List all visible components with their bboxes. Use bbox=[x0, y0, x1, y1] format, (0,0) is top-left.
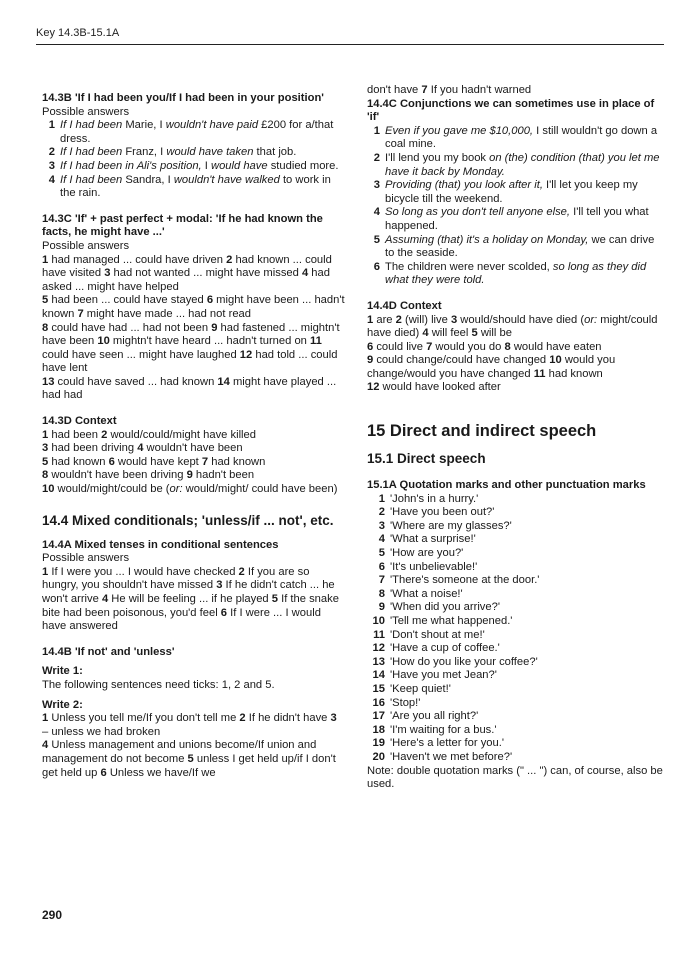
list-item: 17 'Are you all right?' bbox=[372, 710, 479, 723]
list-item: 2 If I had been Franz, I would have taken that job. bbox=[48, 146, 297, 159]
header-rule bbox=[36, 44, 664, 45]
list-item: 11 'Don't shout at me!' bbox=[373, 628, 485, 641]
list-item: 12 'Have a cup of coffee.' bbox=[372, 642, 500, 655]
paragraph-14-4d: 1 are 2 (will) live 3 would/should have died (or: might/could have died) 4 will feel 5 will be 6 could live 7 would you do 8 would have eaten 9 could change/could have changed 10 would you change/would you have changed 11 had known 12 would have looked after bbox=[367, 313, 658, 394]
list-item: 16 'Stop!' bbox=[372, 696, 421, 709]
heading-15-1: 15.1 Direct speech bbox=[367, 451, 486, 467]
list-14-3b bbox=[42, 119, 346, 201]
list-item: 14 'Have you met Jean?' bbox=[372, 669, 497, 682]
list-item: 19 'Here's a letter for you.' bbox=[372, 737, 504, 750]
list-item: 5 'How are you?' bbox=[378, 547, 464, 560]
list-item: 6 'It's unbelievable!' bbox=[378, 560, 478, 573]
right-column bbox=[367, 84, 663, 792]
list-15-1a bbox=[367, 493, 663, 765]
list-item: 1 Even if you gave me $10,000, I still wouldn't go down a coal mine. bbox=[373, 124, 658, 151]
list-item: 3 If I had been in Ali's position, I would have studied more. bbox=[48, 159, 339, 172]
heading-14-4d: 14.4D Context bbox=[367, 299, 442, 312]
list-item: 15 'Keep quiet!' bbox=[372, 682, 451, 695]
paragraph-14-3c: 1 had managed ... could have driven 2 had known ... could have visited 3 had not wanted ... might have missed 4 had asked ... might have helped 5 had been ... could have stayed 6 might have been ... hadn't known 7 might have made ... had not read 8 could have had ... had not been 9 had fastened ... mightn't have been 10 mightn't have heard ... hadn't turned on 11 could have seen ... might have laughed 12 had told ... could have lent 13 could have saved ... had known 14 might have played ... had had bbox=[42, 253, 345, 402]
continuation-line: don't have 7 If you hadn't warned bbox=[367, 84, 532, 96]
list-item: 13 'How do you like your coffee?' bbox=[372, 655, 538, 668]
list-item: 9 'When did you arrive?' bbox=[378, 601, 500, 614]
heading-14-4b: 14.4B 'If not' and 'unless' bbox=[42, 645, 175, 658]
list-item: 10 'Tell me what happened.' bbox=[372, 615, 513, 627]
page-number: 290 bbox=[42, 908, 63, 922]
write-1-text: The following sentences need ticks: 1, 2 and 5. bbox=[42, 678, 275, 691]
heading-15-1a: 15.1A Quotation marks and other punctuation marks bbox=[367, 479, 646, 492]
possible-answers-label: Possible answers bbox=[42, 552, 130, 565]
heading-14-3c: 14.3C 'If' + past perfect + modal: 'If he had known the facts, he might have ...' bbox=[42, 212, 323, 239]
list-item: 4 If I had been Sandra, I wouldn't have walked to work in the rain. bbox=[48, 173, 331, 200]
list-item: 2 'Have you been out?' bbox=[378, 506, 495, 519]
list-item: 4 So long as you don't tell anyone else, I'll tell you what happened. bbox=[373, 206, 649, 232]
list-item: 20 'Haven't we met before?' bbox=[372, 750, 513, 763]
list-item: 1 'John's in a hurry.' bbox=[378, 492, 479, 505]
paragraph-14-4b: 1 Unless you tell me/If you don't tell me 2 If he didn't have 3 – unless we had broken 4 Unless management and unions become/If union and management do not become 5 unless I get held up/if I don't get held up 6 Unless we have/If we bbox=[42, 712, 337, 779]
possible-answers-label: Possible answers bbox=[42, 105, 130, 118]
write-2-label: Write 2: bbox=[42, 698, 83, 711]
list-item: 7 'There's someone at the door.' bbox=[378, 574, 540, 587]
list-item: 6 The children were never scolded, so long as they did what they were told. bbox=[373, 260, 647, 287]
list-item: 1 If I had been Marie, I wouldn't have paid £200 for a/that dress. bbox=[48, 119, 334, 145]
paragraph-14-3d: 1 had been 2 would/could/might have killed 3 had been driving 4 wouldn't have been 5 had known 6 would have kept 7 had known 8 wouldn't have been driving 9 hadn't been 10 would/might/could be (or: would/might/ could have been) bbox=[42, 428, 338, 496]
list-item: 8 'What a noise!' bbox=[378, 587, 463, 600]
heading-14-4a: 14.4A Mixed tenses in conditional sentences bbox=[42, 538, 279, 551]
possible-answers-label: Possible answers bbox=[42, 239, 130, 252]
list-14-4c bbox=[367, 125, 663, 288]
heading-14-3d: 14.3D Context bbox=[42, 415, 117, 428]
running-header: Key 14.3B-15.1A bbox=[36, 27, 120, 39]
left-column bbox=[42, 92, 346, 780]
list-item: 5 Assuming (that) it's a holiday on Monday, we can drive to the seaside. bbox=[373, 233, 655, 260]
paragraph-14-4a: 1 If I were you ... I would have checked 2 If you are so hungry, you shouldn't have missed 3 If he didn't catch ... he won't arrive 4 He will be feeling ... if he played 5 If the snake bite had been poisonous, you'd feel 6 If I were ... I would have answered bbox=[42, 565, 339, 633]
note-text: Note: double quotation marks (" ... ") can, of course, also be used. bbox=[367, 764, 663, 791]
heading-14-4c: 14.4C Conjunctions we can sometimes use in place of 'if' bbox=[367, 97, 655, 124]
list-item: 18 'I'm waiting for a bus.' bbox=[372, 723, 497, 736]
list-item: 3 Providing (that) you look after it, I'll let you keep my bicycle till the weekend. bbox=[373, 179, 638, 205]
list-item: 3 'Where are my glasses?' bbox=[378, 519, 512, 532]
list-item: 2 I'll lend you my book on (the) condition (that) you let me have it back by Monday. bbox=[373, 151, 660, 178]
write-1-label: Write 1: bbox=[42, 665, 83, 678]
chapter-title-15: 15 Direct and indirect speech bbox=[367, 422, 597, 441]
list-item: 4 'What a surprise!' bbox=[378, 533, 476, 546]
heading-14-3b: 14.3B 'If I had been you/If I had been in your position' bbox=[42, 92, 324, 104]
heading-14-4: 14.4 Mixed conditionals; 'unless/if ... not', etc. bbox=[42, 512, 334, 528]
